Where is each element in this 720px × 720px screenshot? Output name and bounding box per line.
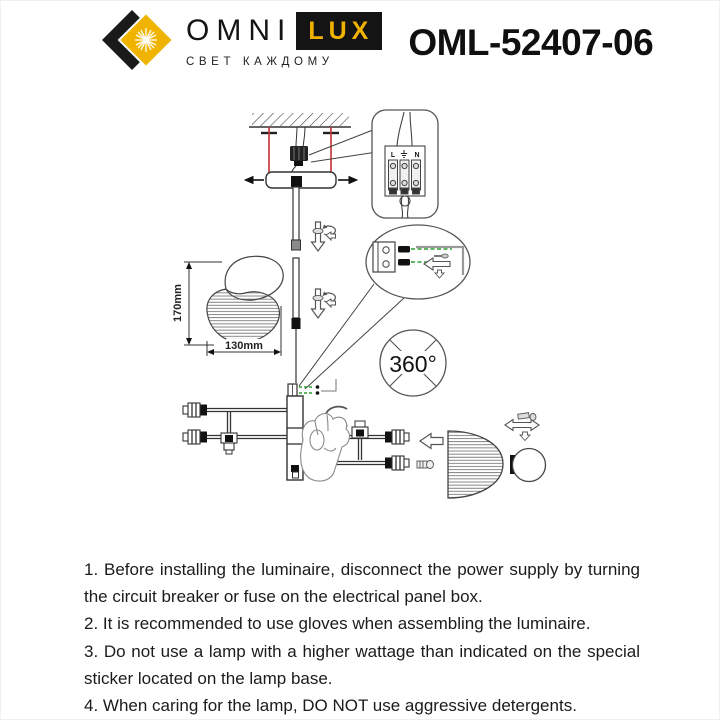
chandelier-body xyxy=(183,396,409,480)
installation-diagram xyxy=(0,90,720,550)
rotation-label: 360° xyxy=(389,351,437,377)
dim-height-label: 170mm xyxy=(172,284,184,322)
rod-upper xyxy=(292,187,301,250)
dim-width-label: 130mm xyxy=(225,340,263,352)
socket-left-down xyxy=(221,433,237,454)
column-top-connector xyxy=(288,379,336,396)
brand-omni: OMNI xyxy=(186,14,293,47)
canopy xyxy=(245,172,357,188)
callout-lines xyxy=(309,128,378,162)
omnilux-logo xyxy=(92,8,382,74)
header xyxy=(92,8,653,74)
brand-lux: LUX xyxy=(296,12,382,50)
screw-rotation-icon-3 xyxy=(312,289,336,318)
supply-wires xyxy=(296,127,305,147)
sunburst-diamond-icon xyxy=(92,8,176,74)
bulb-globe xyxy=(510,449,546,482)
model-number: OML-52407-06 xyxy=(408,22,654,63)
logo-text xyxy=(186,12,382,68)
brand-tagline: СВЕТ КАЖДОМУ xyxy=(186,56,334,68)
socket-right-tjoint xyxy=(352,421,368,438)
hand-illustration xyxy=(301,414,350,481)
360-degree-icon xyxy=(380,330,446,396)
instruction-item: 1. Before installing the luminaire, disconnect the power supply by turning the circuit breaker or fuse on the electrical panel box. xyxy=(84,560,640,607)
slide-left-arrow-icon xyxy=(420,434,443,449)
instruction-item: 2. It is recommended to use gloves when assembling the luminaire. xyxy=(84,614,591,634)
screw-slide-icon xyxy=(505,413,539,441)
terminal-label-neutral: N xyxy=(414,152,420,159)
rod-lower xyxy=(292,258,301,383)
socket-right-bottom xyxy=(385,456,409,470)
ceiling-hatch xyxy=(249,113,351,127)
screw-rotation-icon-2 xyxy=(312,222,336,251)
shade-dimension-drawing xyxy=(172,256,283,356)
socket-left-top xyxy=(183,403,207,417)
socket-left-mid xyxy=(183,430,207,444)
terminal-detail xyxy=(372,110,438,218)
terminal-label-live: L xyxy=(390,152,396,159)
shade-side-view xyxy=(448,431,503,498)
instructions-block xyxy=(84,556,640,719)
socket-right-top xyxy=(385,430,409,444)
instruction-item: 3. Do not use a lamp with a higher wattage than indicated on the special sticker located on the lamp base. xyxy=(84,641,640,688)
instruction-item: 4. When caring for the lamp, DO NOT use aggressive detergents. xyxy=(84,695,577,715)
terminal-block xyxy=(389,160,421,194)
small-screw-icon xyxy=(417,461,434,469)
